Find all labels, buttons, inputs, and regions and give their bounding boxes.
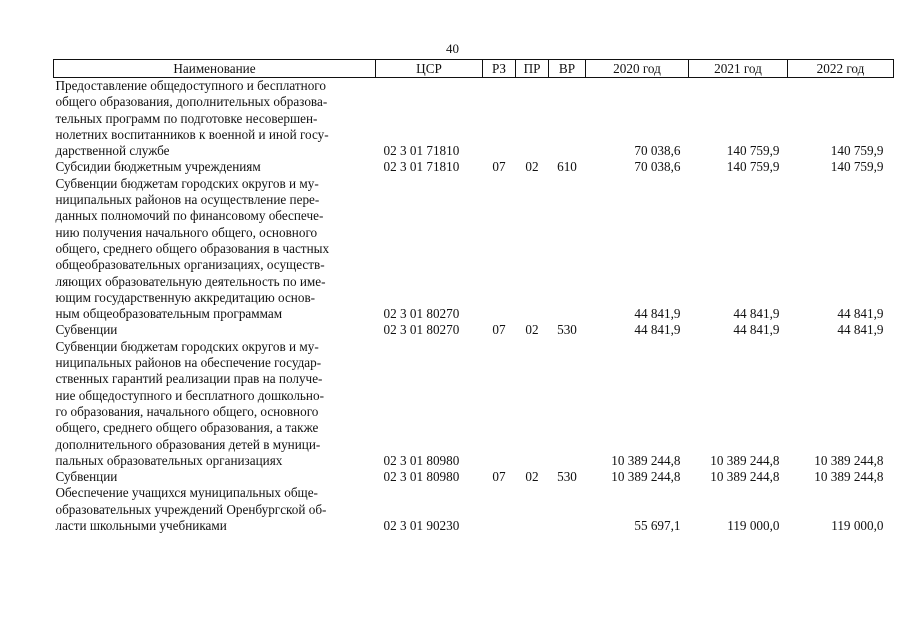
name-line: данных полномочий по финансовому обеспече- <box>55 208 324 224</box>
header-vr: ВР <box>549 60 586 78</box>
cell-vr <box>549 339 586 469</box>
cell-pr <box>516 485 549 534</box>
table-row <box>54 469 894 485</box>
cell-2021: 44 841,9 <box>733 322 780 338</box>
cell-csr: 02 3 01 80980 <box>383 452 460 468</box>
cell-name <box>54 469 376 485</box>
cell-2021: 10 389 244,8 <box>710 469 780 485</box>
cell-2021: 44 841,9 <box>733 306 780 322</box>
name-line: Субвенции бюджетам городских округов и му- <box>55 338 319 354</box>
cell-name <box>54 339 376 469</box>
cell-2022: 140 759,9 <box>830 143 884 159</box>
cell-2020: 70 038,6 <box>634 159 681 175</box>
cell-name <box>54 322 376 338</box>
cell-2022: 140 759,9 <box>830 159 884 175</box>
name-line: нолетних воспитанников к военной и иной госу- <box>55 126 329 142</box>
cell-pr <box>516 78 549 160</box>
name-line: Субсидии бюджетным учреждениям <box>55 159 261 175</box>
table-row <box>54 176 894 323</box>
name-line: нию получения начального общего, основного <box>55 224 318 240</box>
cell-name <box>54 78 376 160</box>
name-line: ние общедоступного и бесплатного дошкольно- <box>55 387 324 403</box>
table-body <box>54 78 894 535</box>
header-csr: ЦСР <box>376 60 483 78</box>
cell-rz <box>483 78 516 160</box>
name-line: Обеспечение учащихся муниципальных обще- <box>55 485 318 501</box>
cell-2022: 10 389 244,8 <box>814 469 884 485</box>
name-line: Субвенции <box>55 322 118 338</box>
cell-2020: 10 389 244,8 <box>611 469 681 485</box>
cell-pr: 02 <box>525 159 539 175</box>
cell-2022: 44 841,9 <box>837 322 884 338</box>
cell-2022: 119 000,0 <box>831 518 884 534</box>
header-2020: 2020 год <box>586 60 689 78</box>
table-row <box>54 339 894 469</box>
table-row <box>54 322 894 338</box>
name-line: общего, среднего общего образования в частных <box>55 240 330 256</box>
name-line: пальных образовательных организациях <box>55 452 283 468</box>
name-line: ниципальных районов на осуществление пере- <box>55 192 320 208</box>
cell-name <box>54 176 376 323</box>
cell-rz: 07 <box>492 322 506 338</box>
name-line: дарственной службе <box>55 143 170 159</box>
name-line: Предоставление общедоступного и бесплатного <box>55 78 326 93</box>
header-pr: ПР <box>516 60 549 78</box>
cell-vr: 530 <box>557 469 577 485</box>
cell-vr <box>549 485 586 534</box>
name-line: общеобразовательных организациях, осуществ- <box>55 257 325 273</box>
name-line: тельных программ по подготовке несовершен- <box>55 110 318 126</box>
cell-2021: 10 389 244,8 <box>710 452 780 468</box>
name-line: дополнительного образования детей в муници- <box>55 436 321 452</box>
name-line: ласти школьными учебниками <box>55 518 227 534</box>
cell-csr: 02 3 01 71810 <box>383 159 460 175</box>
cell-rz <box>483 176 516 323</box>
cell-rz: 07 <box>492 469 506 485</box>
cell-2021: 140 759,9 <box>726 143 780 159</box>
header-name: Наименование <box>54 60 376 78</box>
cell-vr: 610 <box>557 159 577 175</box>
cell-pr: 02 <box>525 322 539 338</box>
cell-2021: 119 000,0 <box>727 518 780 534</box>
cell-name <box>54 485 376 534</box>
cell-2020: 55 697,1 <box>634 518 681 534</box>
cell-2020: 70 038,6 <box>634 143 681 159</box>
cell-rz <box>483 485 516 534</box>
table-row <box>54 485 894 534</box>
name-line: образовательных учреждений Оренбургской об- <box>55 501 327 517</box>
cell-csr: 02 3 01 90230 <box>383 518 460 534</box>
name-line: го образования, начального общего, основного <box>55 403 319 419</box>
budget-table <box>53 59 894 534</box>
cell-name <box>54 159 376 175</box>
header-2021: 2021 год <box>689 60 788 78</box>
cell-pr: 02 <box>525 469 539 485</box>
cell-vr: 530 <box>557 322 577 338</box>
cell-2021: 140 759,9 <box>726 159 780 175</box>
cell-rz: 07 <box>492 159 506 175</box>
table-header-row <box>54 60 894 78</box>
name-line: общего, среднего общего образования, а также <box>55 420 319 436</box>
cell-csr: 02 3 01 80270 <box>383 306 460 322</box>
cell-csr: 02 3 01 71810 <box>383 143 460 159</box>
name-line: ственных гарантий реализации прав на получе- <box>55 371 323 387</box>
header-2022: 2022 год <box>788 60 894 78</box>
cell-2020: 10 389 244,8 <box>611 452 681 468</box>
name-line: ным общеобразовательным программам <box>55 306 283 322</box>
page-number: 40 <box>446 41 459 56</box>
table-row <box>54 159 894 175</box>
cell-pr <box>516 176 549 323</box>
cell-2020: 44 841,9 <box>634 306 681 322</box>
header-rz: РЗ <box>483 60 516 78</box>
cell-2020: 44 841,9 <box>634 322 681 338</box>
name-line: общего образования, дополнительных образова- <box>55 94 328 110</box>
table-row <box>54 78 894 160</box>
name-line: Субвенции <box>55 469 118 485</box>
cell-csr: 02 3 01 80980 <box>383 469 460 485</box>
cell-2022: 44 841,9 <box>837 306 884 322</box>
cell-vr <box>549 78 586 160</box>
cell-vr <box>549 176 586 323</box>
cell-2022: 10 389 244,8 <box>814 452 884 468</box>
name-line: ляющих образовательную деятельность по име- <box>55 273 326 289</box>
cell-csr: 02 3 01 80270 <box>383 322 460 338</box>
cell-rz <box>483 339 516 469</box>
name-line: ниципальных районов на обеспечение государ- <box>55 355 322 371</box>
name-line: Субвенции бюджетам городских округов и му- <box>55 175 319 191</box>
cell-pr <box>516 339 549 469</box>
name-line: ющим государственную аккредитацию основ- <box>55 289 316 305</box>
